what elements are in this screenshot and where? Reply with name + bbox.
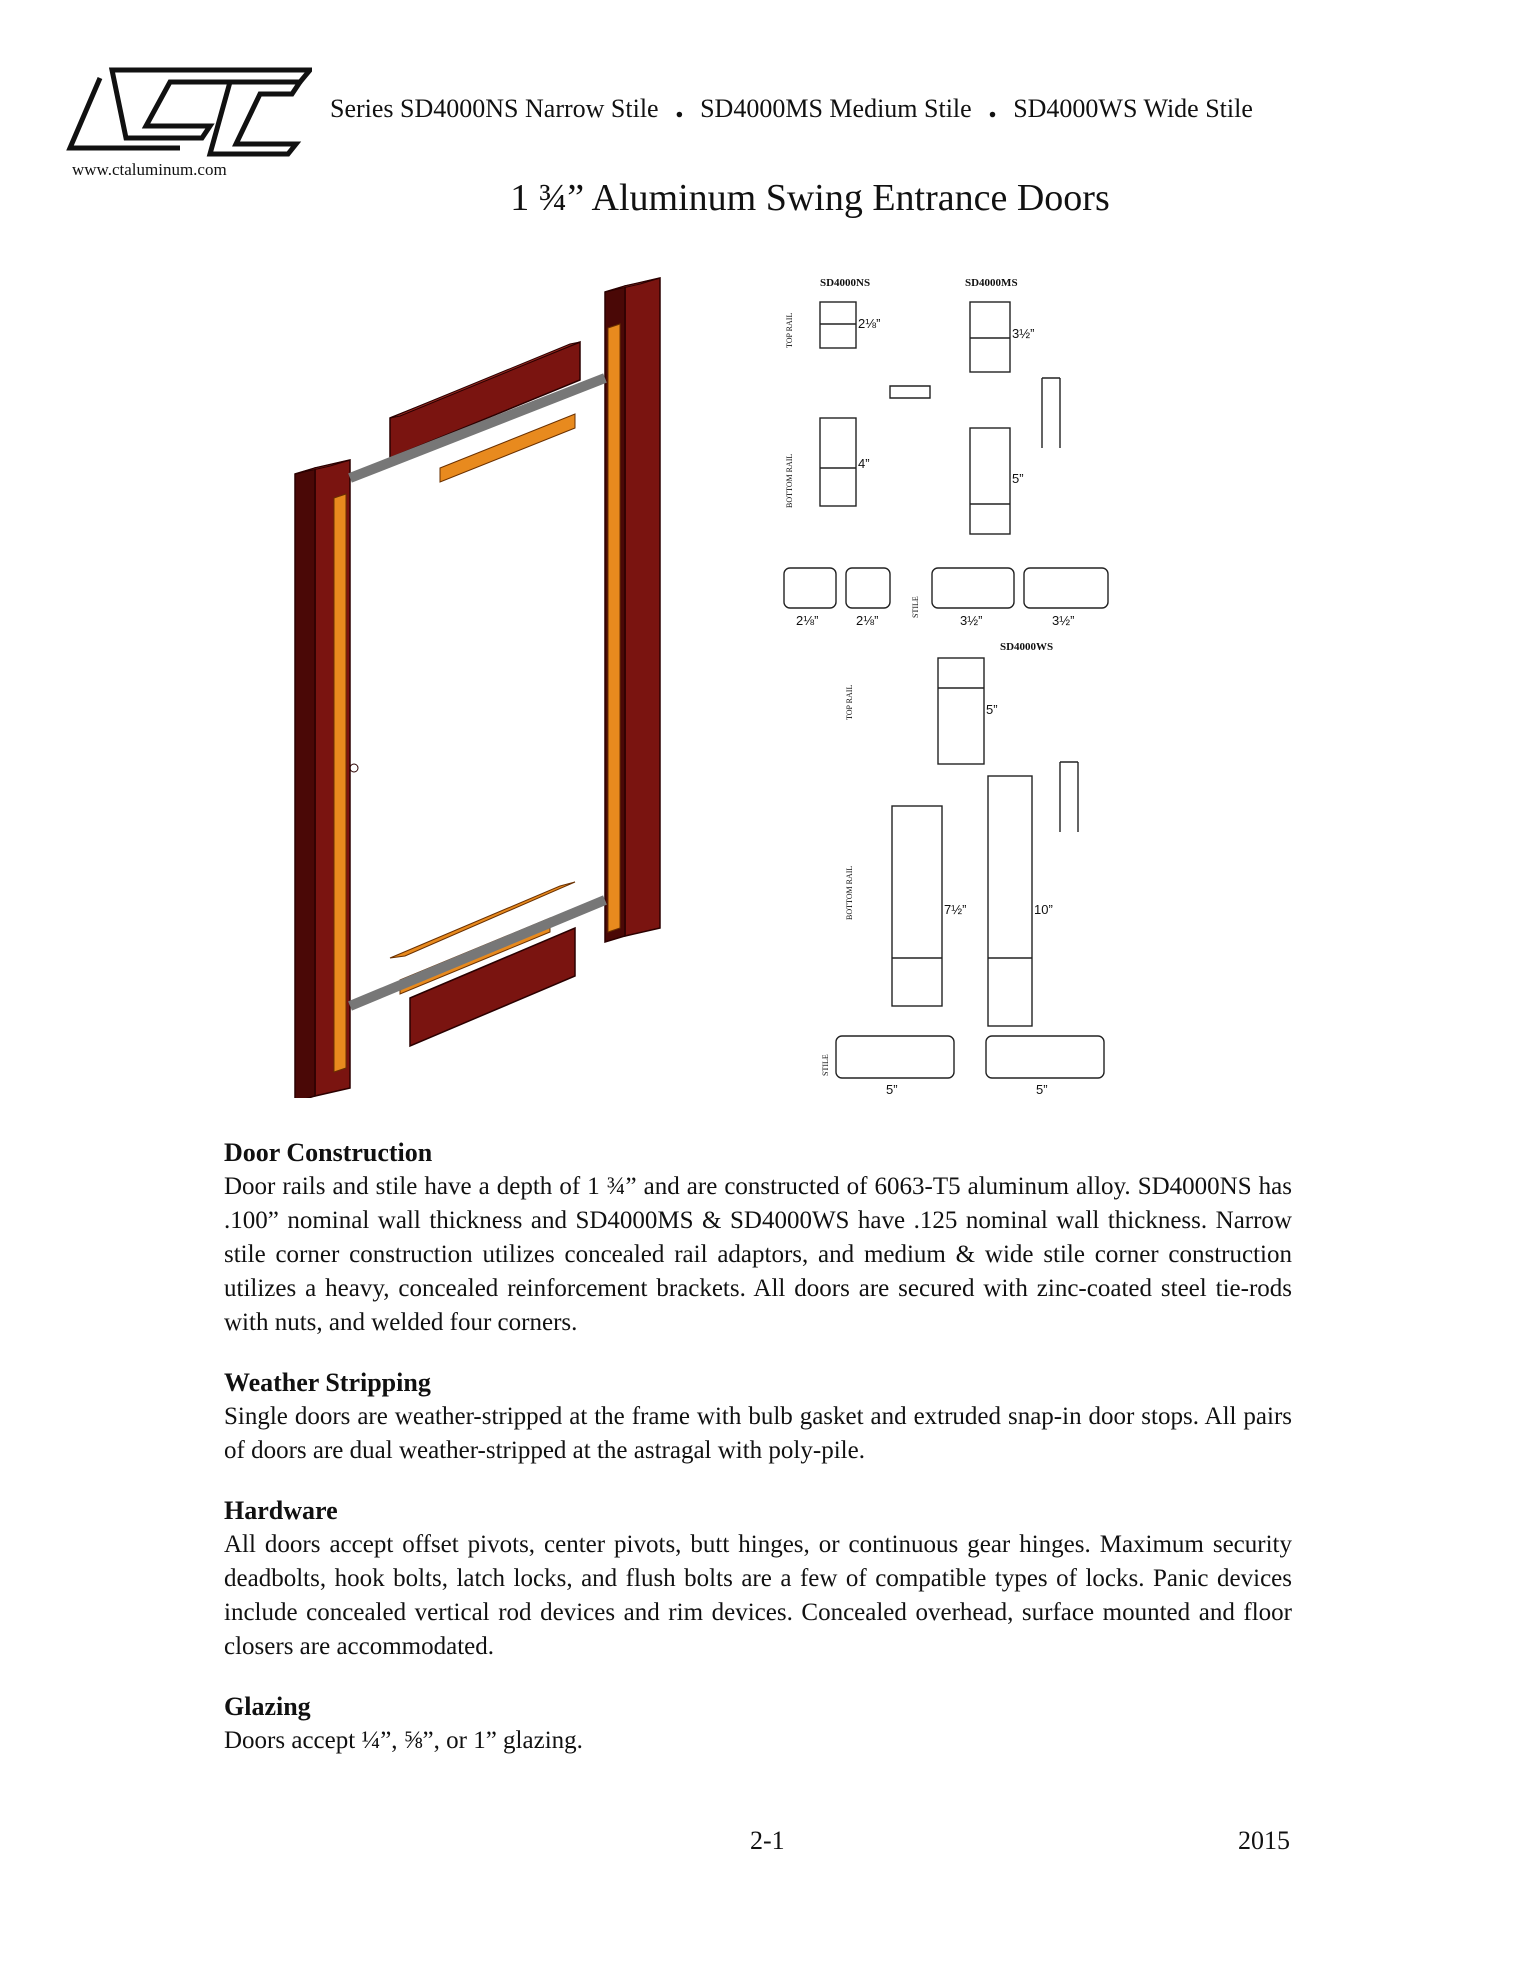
dim-stile-ns-a: 2⅛” — [796, 613, 819, 628]
label-ws-stile: STILE — [821, 1054, 830, 1076]
dim-ws-stile-b: 5” — [1036, 1082, 1048, 1097]
dim-ws-stile-a: 5” — [886, 1082, 898, 1097]
page-title: 1 ¾” Aluminum Swing Entrance Doors — [510, 177, 1110, 219]
profile-drawings — [760, 268, 1140, 1098]
separator: . — [988, 88, 997, 125]
dim-ws-bottom-b: 10” — [1034, 902, 1053, 917]
dim-ms-bottom: 5” — [1012, 471, 1024, 486]
label-ws-bottom-rail: BOTTOM RAIL — [845, 865, 854, 920]
page-number: 2-1 — [750, 1826, 785, 1855]
section-hardware — [224, 1494, 1292, 1664]
label-sd4000ms: SD4000MS — [965, 277, 1018, 289]
section-heading: Hardware — [224, 1496, 338, 1525]
dim-ns-bottom: 4” — [858, 456, 870, 471]
label-stile: STILE — [911, 596, 920, 618]
label-ws-top-rail: TOP RAIL — [845, 684, 854, 720]
section-door-construction — [224, 1136, 1292, 1340]
dim-stile-ms-b: 3½” — [1052, 613, 1075, 628]
label-sd4000ws: SD4000WS — [1000, 641, 1054, 653]
series-line — [330, 88, 1253, 126]
section-body: Single doors are weather-stripped at the frame with bulb gasket and extruded snap-in door stops. All pairs of doors are dual weather-stripped at the astragal with poly-pile. — [224, 1403, 1292, 1464]
footer-year: 2015 — [1238, 1826, 1290, 1855]
section-body: Door rails and stile have a depth of 1 ¾” and are constructed of 6063-T5 aluminum alloy. SD4000NS has .100” nominal wall thickness and SD4000MS & SD4000WS have .125 nominal wall thickness. Narrow stile corner construction utilizes concealed rail adaptors, and medium & wide stile corner construction utilizes a heavy, concealed reinforcement brackets. All doors are secured with zinc-coated steel tie-rods with nuts, and welded four corners. — [224, 1173, 1292, 1336]
section-body: Doors accept ¼”, ⅝”, or 1” glazing. — [224, 1727, 583, 1754]
content — [224, 1136, 1292, 1784]
separator: . — [675, 88, 684, 125]
dim-ws-top: 5” — [986, 702, 998, 717]
dim-ms-top: 3½” — [1012, 326, 1035, 341]
dim-ns-top: 2⅛” — [858, 316, 881, 331]
website-url: www.ctaluminum.com — [72, 160, 227, 179]
ct-logo — [60, 64, 312, 160]
section-heading: Weather Stripping — [224, 1368, 431, 1397]
label-bottom-rail: BOTTOM RAIL — [785, 453, 794, 508]
dim-stile-ns-b: 2⅛” — [856, 613, 879, 628]
dim-stile-ms-a: 3½” — [960, 613, 983, 628]
section-heading: Door Construction — [224, 1138, 433, 1167]
section-weather-stripping — [224, 1366, 1292, 1468]
section-heading: Glazing — [224, 1692, 311, 1721]
section-body: All doors accept offset pivots, center pivots, butt hinges, or continuous gear hinges. Maximum security deadbolts, hook bolts, latch locks, and flush bolts are a few of compatible types of locks. Panic devices include concealed vertical rod devices and rim devices. Concealed overhead, surface mounted and floor closers are accommodated. — [224, 1531, 1292, 1660]
series-ws: SD4000WS Wide Stile — [1013, 94, 1253, 123]
series-ms: SD4000MS Medium Stile — [700, 94, 972, 123]
section-glazing — [224, 1690, 1292, 1758]
label-top-rail: TOP RAIL — [785, 312, 794, 348]
dim-ws-bottom-a: 7½” — [944, 902, 967, 917]
series-ns: Series SD4000NS Narrow Stile — [330, 94, 659, 123]
label-sd4000ns: SD4000NS — [820, 277, 871, 289]
door-illustration — [290, 268, 700, 1098]
